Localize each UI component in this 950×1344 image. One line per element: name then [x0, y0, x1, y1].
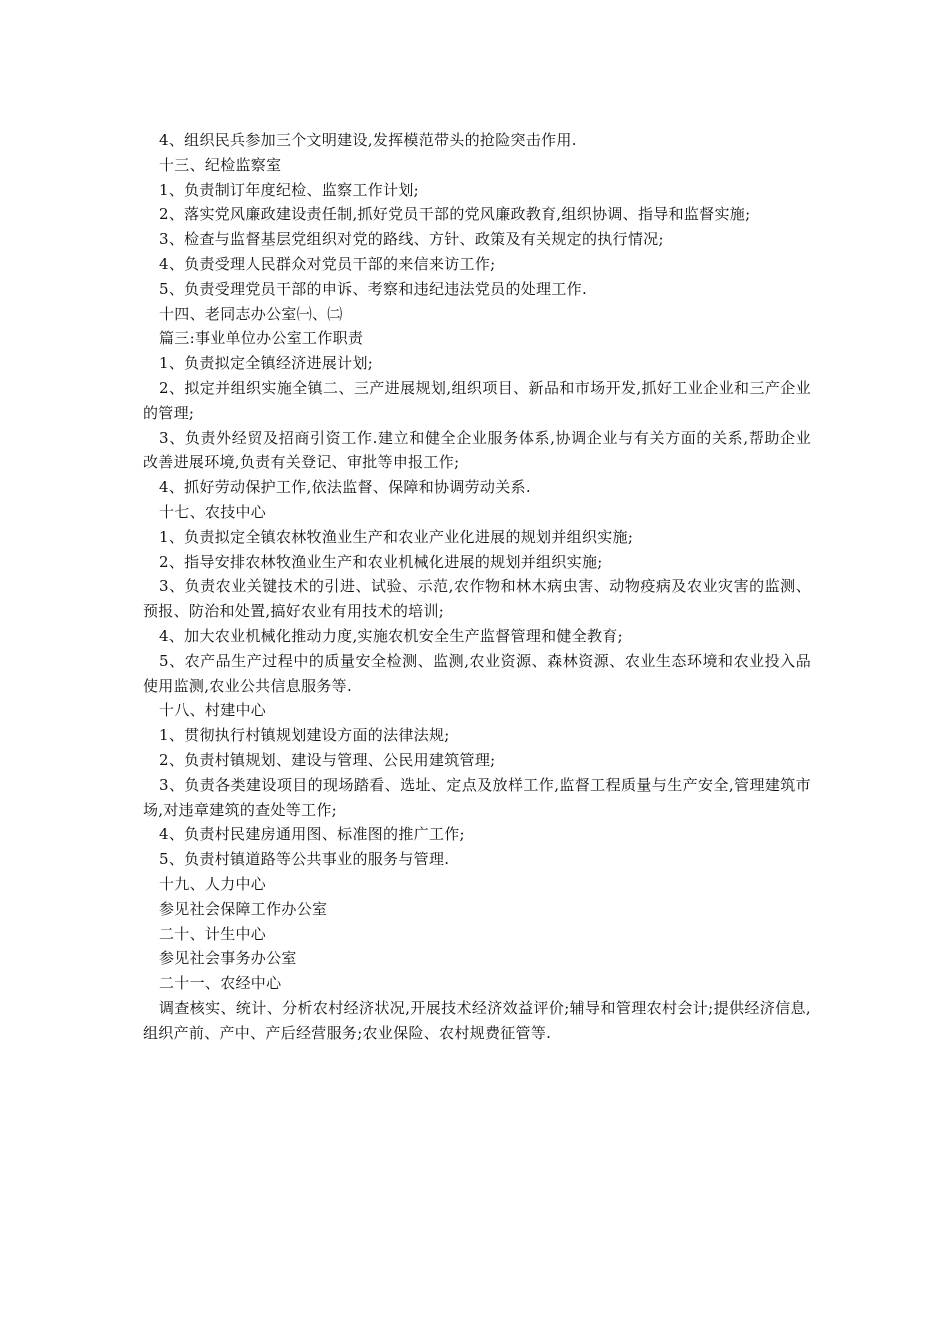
paragraph: 1、贯彻执行村镇规划建设方面的法律法规; — [159, 726, 450, 745]
paragraph: 4、负责村民建房通用图、标准图的推广工作; — [159, 825, 465, 844]
section-heading: 篇三:事业单位办公室工作职责 — [159, 329, 364, 348]
paragraph: 3、负责各类建设项目的现场踏看、选址、定点及放样工作,监督工程质量与生产安全,管理建筑市场,对违章建筑的查处等工作; — [143, 775, 811, 819]
paragraph: 4、负责受理人民群众对党员干部的来信来访工作; — [159, 254, 496, 273]
section-heading: 十七、农技中心 — [159, 502, 267, 521]
section-heading: 十八、村建中心 — [159, 701, 267, 720]
paragraph: 2、落实党风廉政建设责任制,抓好党员干部的党风廉政教育,组织协调、指导和监督实施; — [159, 205, 751, 224]
paragraph: 5、负责受理党员干部的申诉、考察和违纪违法党员的处理工作. — [159, 279, 588, 298]
paragraph: 3、负责农业关键技术的引进、试验、示范,农作物和林木病虫害、动物疫病及农业灾害的监测、预报、防治和处置,搞好农业有用技术的培训; — [143, 577, 811, 621]
paragraph: 2、指导安排农林牧渔业生产和农业机械化进展的规划并组织实施; — [159, 552, 603, 571]
paragraph: 参见社会保障工作办公室 — [159, 899, 328, 918]
paragraph: 5、农产品生产过程中的质量安全检测、监测,农业资源、森林资源、农业生态环境和农业投入品使用监测,农业公共信息服务等. — [143, 651, 811, 695]
paragraph: 4、抓好劳动保护工作,依法监督、保障和协调劳动关系. — [159, 478, 531, 497]
paragraph: 4、组织民兵参加三个文明建设,发挥模范带头的抢险突击作用. — [159, 131, 577, 149]
paragraph: 1、负责拟定全镇农林牧渔业生产和农业产业化进展的规划并组织实施; — [159, 527, 634, 546]
paragraph: 2、拟定并组织实施全镇二、三产进展规划,组织项目、新品和市场开发,抓好工业企业和三产企业的管理; — [143, 378, 811, 422]
paragraph: 3、负责外经贸及招商引资工作.建立和健全企业服务体系,协调企业与有关方面的关系,帮助企业改善进展环境,负责有关登记、审批等申报工作; — [143, 428, 811, 472]
paragraph: 1、负责制订年度纪检、监察工作计划; — [159, 180, 419, 199]
section-heading: 十九、人力中心 — [159, 874, 267, 893]
paragraph: 1、负责拟定全镇经济进展计划; — [159, 354, 374, 373]
section-heading: 十三、纪检监察室 — [159, 155, 282, 174]
paragraph: 2、负责村镇规划、建设与管理、公民用建筑管理; — [159, 750, 496, 769]
section-heading: 十四、老同志办公室㈠、㈡ — [159, 304, 343, 323]
paragraph: 3、检查与监督基层党组织对党的路线、方针、政策及有关规定的执行情况; — [159, 230, 664, 249]
paragraph: 调查核实、统计、分析农村经济状况,开展技术经济效益评价;辅导和管理农村会计;提供经济信息,组织产前、产中、产后经营服务;农业保险、农村规费征管等. — [143, 998, 811, 1042]
section-heading: 二十、计生中心 — [159, 924, 267, 943]
section-heading: 二十一、农经中心 — [159, 974, 282, 993]
document-body — [143, 128, 811, 1045]
paragraph: 4、加大农业机械化推动力度,实施农机安全生产监督管理和健全教育; — [159, 626, 623, 645]
paragraph: 5、负责村镇道路等公共事业的服务与管理. — [159, 850, 450, 869]
paragraph: 参见社会事务办公室 — [159, 949, 297, 968]
